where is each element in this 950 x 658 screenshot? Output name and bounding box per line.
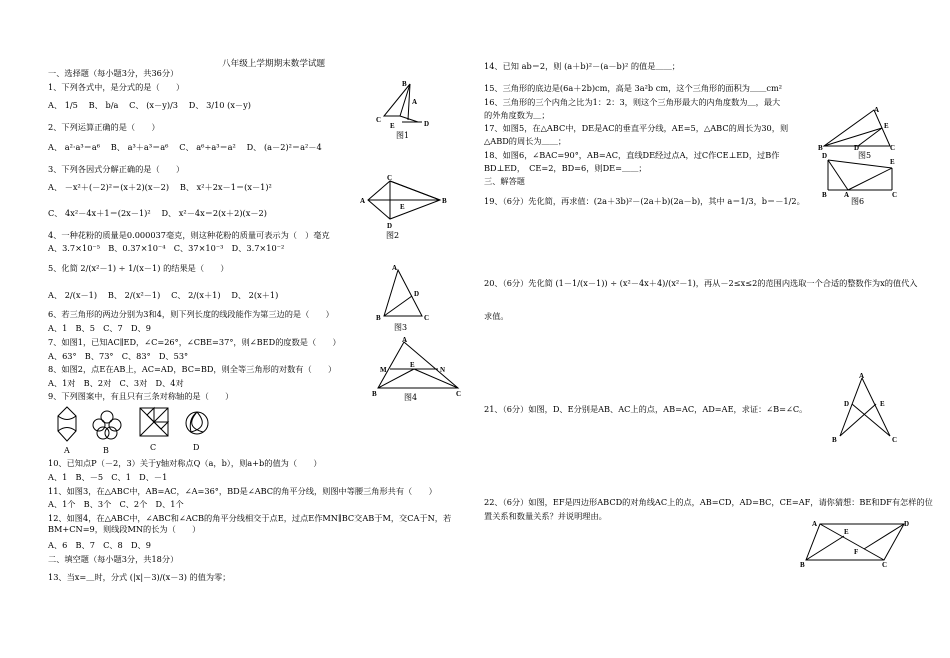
question-15: 15、三角形的底边是(6a＋2b)cm，高是 3a²b cm，这个三角形的面积为＿＿cm²	[484, 83, 782, 93]
fig5-label-b: B	[818, 144, 823, 150]
question-17: 17、如图5，在△ABC中，DE是AC的垂直平分线，AE=5，△ABC的周长为30，则	[484, 123, 789, 133]
question-16-cont: 的外角度数为＿；	[484, 110, 550, 120]
q21-label-d: D	[844, 400, 850, 408]
question-6-options: A、1 B、5 C、7 D、9	[48, 323, 151, 333]
question-13: 13、当x=＿时，分式 (|x|－3)/(x－3) 的值为零；	[48, 572, 231, 582]
question-5: 5、化简 2/(x²－1) ÷ 1/(x－1) 的结果是（ ）	[48, 263, 229, 273]
fig5-label-e: E	[884, 122, 889, 130]
paper-title: 八年级上学期期末数学试题	[222, 59, 326, 69]
fig3-label-d: D	[414, 290, 420, 298]
question-3-options-ab: A、 －x²＋(－2)²＝(x＋2)(x－2) B、 x²＋2x－1＝(x－1)²	[48, 182, 272, 192]
q22-label-d: D	[904, 520, 910, 528]
q22-label-c: C	[882, 561, 888, 568]
q9-pattern-icons	[52, 405, 222, 445]
q9-label-b: B	[103, 446, 109, 455]
fig2-label-c: C	[387, 175, 393, 182]
q9-label-d: D	[193, 443, 200, 452]
fig3-label-a: A	[392, 264, 398, 272]
q21-label-c: C	[892, 436, 898, 442]
section-3-heading: 三、解答题	[484, 176, 525, 186]
q9-label-c: C	[150, 443, 157, 452]
question-21: 21、（6分）如图，D、E分别是AB、AC上的点，AB=AC，AD=AE，求证：∠B=∠C。	[484, 404, 808, 414]
pattern-a-icon	[58, 407, 76, 441]
question-18: 18、如图6，∠BAC=90°，AB=AC，直线DE经过点A，过C作CE⊥ED，过B作	[484, 150, 780, 160]
section-2-heading: 二、填空题（每小题3分，共18分）	[48, 554, 179, 564]
section-1-heading: 一、选择题（每小题3分，共36分）	[48, 68, 179, 78]
fig2-label-b: B	[442, 197, 447, 205]
question-20-cont: 求值。	[484, 311, 509, 321]
question-12-options: A、6 B、7 C、8 D、9	[48, 540, 151, 550]
fig1-label-b: B	[402, 80, 407, 88]
question-22: 22、（6分）如图，EF是四边形ABCD的对角线AC上的点，AB=CD，AD=BC，CE=AF，请你猜想：BE和DF有怎样的位	[484, 497, 933, 507]
fig4-label-a: A	[402, 336, 408, 344]
q9-label-a: A	[64, 446, 70, 455]
question-8: 8、如图2，点E在AB上，AC=AD，BC=BD，则全等三角形的对数有（ ）	[48, 364, 337, 374]
question-10-options: A、1 B、－5 C、1 D、－1	[48, 472, 168, 482]
question-3: 3、下列各因式分解正确的是（ ）	[48, 164, 185, 174]
q21-label-a: A	[859, 372, 865, 380]
fig6-label-a: A	[844, 191, 850, 198]
fig4-label-c: C	[456, 390, 462, 398]
fig1-label-d: D	[424, 120, 430, 128]
figure-6	[820, 150, 900, 198]
fig6-label-b: B	[822, 191, 827, 198]
question-7-options: A、63° B、73° C、83° D、53°	[48, 351, 189, 361]
figure-5	[818, 106, 898, 150]
question-4-options: A、3.7×10⁻⁵ B、0.37×10⁻⁴ C、37×10⁻³ D、3.7×10⁻²	[48, 243, 285, 253]
pattern-c-icon	[140, 408, 168, 436]
fig5-label-c: C	[890, 144, 896, 150]
question-18-cont: BD⊥ED， CE=2，BD=6，则DE=＿＿；	[484, 163, 647, 173]
q22-label-e: E	[844, 528, 849, 536]
fig5-label-d: D	[854, 144, 860, 150]
question-20: 20、（6分）先化简 (1－1/(x－1)) ÷ (x²－4x＋4)/(x²－1)，再从－2≤x≤2的范围内选取一个合适的整数作为x的值代入	[484, 278, 918, 288]
question-8-options: A、1对 B、2对 C、3对 D、4对	[48, 378, 184, 388]
question-22-cont: 置关系和数量关系？并说明理由。	[484, 511, 607, 521]
question-7: 7、如图1，已知AC∥ED，∠C=26°，∠CBE=37°，则∠BED的度数是（ ）	[48, 337, 341, 347]
figure-1-caption: 图1	[396, 131, 410, 140]
question-9: 9、下列图案中，有且只有三条对称轴的是（ ）	[48, 391, 234, 401]
figure-5-caption: 图5	[858, 151, 872, 160]
figure-6-caption: 图6	[851, 197, 865, 206]
question-1: 1、下列各式中，是分式的是（ ）	[48, 82, 185, 92]
figure-q22	[800, 518, 910, 568]
question-6: 6、若三角形的两边分别为3和4，则下列长度的线段能作为第三边的是（ ）	[48, 309, 334, 319]
pattern-b-icon	[93, 411, 121, 439]
figure-2-caption: 图2	[386, 231, 400, 240]
fig1-label-a: A	[412, 98, 418, 106]
fig4-label-b: B	[372, 390, 377, 398]
question-14: 14、已知 ab＝2，则 (a＋b)²－(a－b)² 的值是＿＿；	[484, 61, 680, 71]
fig3-label-c: C	[424, 314, 430, 322]
fig4-label-e: E	[410, 361, 415, 369]
fig4-label-n: N	[440, 366, 446, 374]
figure-3-caption: 图3	[394, 323, 408, 332]
fig2-label-a: A	[360, 197, 366, 205]
pattern-d-icon	[186, 412, 208, 434]
question-5-options: A、 2/(x－1) B、 2/(x²－1) C、 2/(x＋1) D、 2(x＋1)	[48, 290, 279, 300]
question-17-cont: △ABD的周长为＿＿；	[484, 136, 567, 146]
figure-3	[374, 262, 434, 322]
question-2-options: A、 a²·a³＝a⁶ B、 a³＋a³＝a⁶ C、 a⁶÷a³＝a² D、 (a－2)²＝a²－4	[48, 142, 322, 152]
fig2-label-e: E	[400, 203, 405, 211]
figure-1	[374, 78, 444, 128]
fig5-label-a: A	[874, 106, 880, 114]
question-4: 4、一种花粉的质量是0.000037毫克，则这种花粉的质量可表示为（ ）毫克	[48, 230, 330, 240]
q22-label-b: B	[800, 561, 805, 568]
fig3-label-b: B	[376, 314, 381, 322]
figure-q21	[830, 372, 900, 442]
fig6-label-e: E	[890, 158, 895, 166]
question-16: 16、三角形的三个内角之比为1：2：3，则这个三角形最大的内角度数为＿，最大	[484, 97, 781, 107]
fig2-label-d: D	[387, 222, 393, 230]
question-11: 11、如图3，在△ABC中，AB=AC，∠A=36°，BD是∠ABC的角平分线，则图中等腰三角形共有（ ）	[48, 486, 437, 496]
question-12: 12、如图4，在△ABC中，∠ABC和∠ACB的角平分线相交于点E，过点E作MN∥BC交AB于M，交CA于N，若BM+CN=9，则线段MN的长为（ ）	[48, 513, 452, 534]
question-3-options-cd: C、 4x²－4x＋1＝(2x－1)² D、 x²－4x＝2(x＋2)(x－2)	[48, 208, 267, 218]
q21-label-e: E	[880, 400, 885, 408]
fig1-label-c: C	[376, 116, 382, 124]
figure-4	[372, 336, 462, 398]
question-11-options: A、1个 B、3个 C、2个 D、1个	[48, 499, 184, 509]
figure-4-caption: 图4	[404, 393, 418, 402]
fig6-label-d: D	[822, 152, 828, 160]
question-19: 19、（6分）先化简，再求值：(2a＋3b)²－(2a＋b)(2a－b)，其中 a＝1/3，b＝－1/2。	[484, 196, 805, 206]
q22-label-f: F	[854, 548, 859, 556]
question-10: 10、已知点P（－2，3）关于y轴对称点Q（a，b），则a+b的值为（ ）	[48, 458, 322, 468]
figure-2	[360, 175, 450, 230]
fig1-label-e: E	[390, 122, 395, 128]
q21-label-b: B	[832, 436, 837, 442]
q22-label-a: A	[812, 520, 818, 528]
fig4-label-m: M	[380, 366, 387, 374]
question-1-options: A、 1/5 B、 b/a C、 (x－y)/3 D、 3/10 (x－y)	[48, 100, 251, 110]
question-2: 2、下列运算正确的是（ ）	[48, 122, 160, 132]
fig6-label-c: C	[892, 191, 898, 198]
